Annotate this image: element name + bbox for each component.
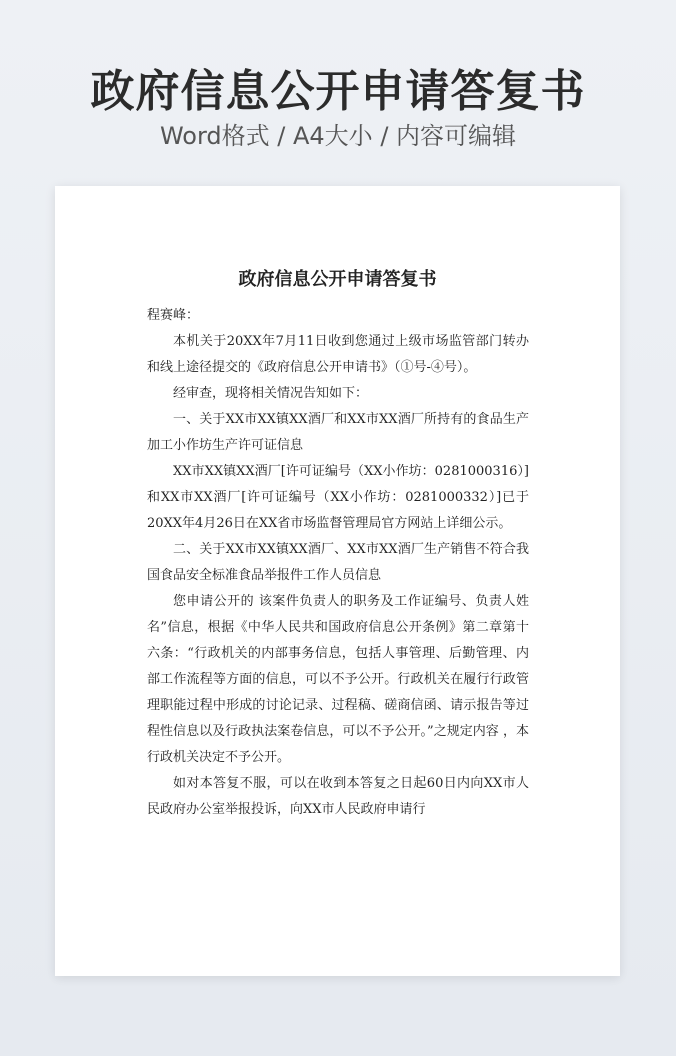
paragraph-appeal: 如对本答复不服，可以在收到本答复之日起60日内向XX市人民政府办公室举报投诉，向XX市人民政府申请行 <box>147 776 529 817</box>
paragraph-section-1-heading: 一、关于XX市XX镇XX酒厂和XX市XX酒厂所持有的食品生产加工小作坊生产许可证信息 <box>147 412 529 453</box>
document-body <box>147 303 529 823</box>
paragraph-review: 经审查，现将相关情况告知如下： <box>173 386 369 401</box>
salutation: 程赛峰： <box>147 308 200 323</box>
paragraph-section-2-heading: 二、关于XX市XX镇XX酒厂、XX市XX酒厂生产销售不符合我国食品安全标准食品举报件工作人员信息 <box>147 542 529 583</box>
document-page <box>55 186 620 976</box>
document-title: 政府信息公开申请答复书 <box>238 269 437 290</box>
paragraph-section-1-body: XX市XX镇XX酒厂[许可证编号（XX小作坊：0281000316）]和XX市XX酒厂[许可证编号（XX小作坊：0281000332）]已于20XX年4月26日在XX省市场监督管理局官方网站上详细公示。 <box>147 464 529 531</box>
paragraph-section-2-body: 您申请公开的 该案件负责人的职务及工作证编号、负责人姓名”信息，根据《中华人民共和国政府信息公开条例》第二章第十六条：“行政机关的内部事务信息，包括人事管理、后勤管理、内部工作流程等方面的信息，可以不予公开。行政机关在履行行政管理职能过程中形成的讨论记录、过程稿、磋商信函、请示报告等过程性信息以及行政执法案卷信息，可以不予公开。”之规定内容 ，本行政机关决定不予公开。 <box>147 594 529 765</box>
banner-subtitle: Word格式 / A4大小 / 内容可编辑 <box>159 122 517 150</box>
banner-title: 政府信息公开申请答复书 <box>90 66 586 117</box>
paragraph-receipt: 本机关于20XX年7月11日收到您通过上级市场监管部门转办和线上途径提交的《政府信息公开申请书》（①号-④号）。 <box>147 334 529 375</box>
